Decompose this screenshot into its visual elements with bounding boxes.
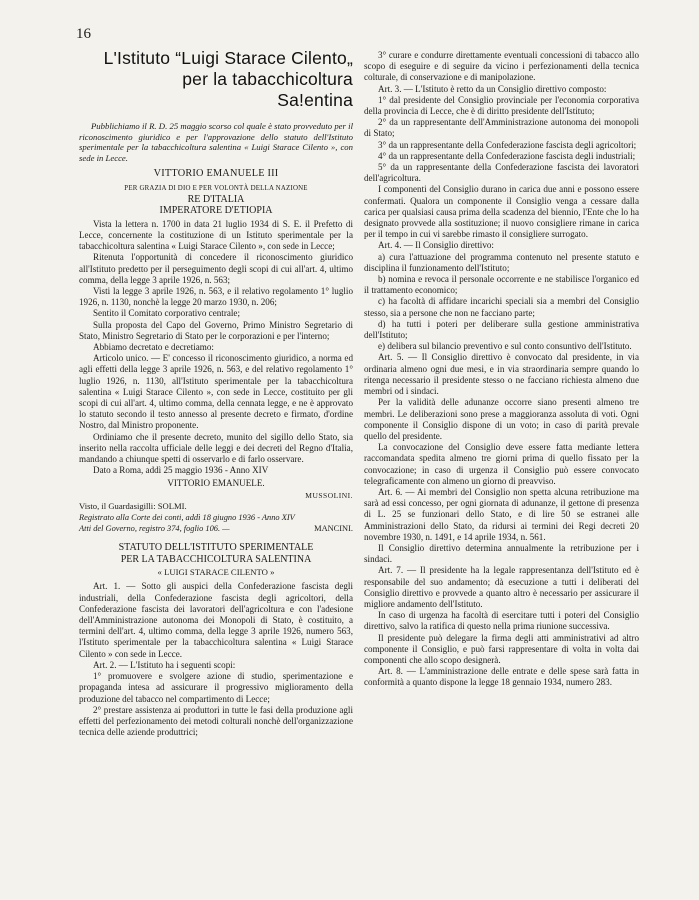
visto-line: Visto, il Guardasigilli: SOLMI.: [79, 500, 187, 511]
intro-note: Pubblichiamo il R. D. 25 maggio scorso col quale è stato provveduto per il riconoscimento giuridico e per l'approvazione dello statuto dell'Istituto sperimentale per la tabacchicoltura salentina « Luigi Starace Cilento », con sede in Lecce.: [79, 121, 353, 163]
title-line-2: per la tabacchicoltura: [182, 69, 353, 89]
statuto-article: 1° promuovere e svolgere azione di studio, sperimentazione e propaganda intesa ad assicurare il progressivo miglioramento della produzione del tabacco nel compartimento di Lecce;: [79, 671, 353, 704]
re-italia-heading: RE D'ITALIA: [187, 193, 245, 205]
statuto-paragraph: Art. 7. — Il presidente ha la legale rappresentanza dell'Istituto ed è responsabile del suo andamento; dà esecuzione a tutti i deliberati del Consiglio direttivo e provvede a quanto altro è necessario per assicurare il migliore andamento dell'Istituto.: [364, 565, 639, 609]
decree-paragraph: Ordiniamo che il presente decreto, munito del sigillo dello Stato, sia inserito nella raccolta ufficiale delle leggi e dei decreti del Regno d'Italia, mandando a chiunque spetti di osservarlo e di farlo osservare.: [79, 431, 353, 465]
statuto-article: Art. 2. — L'Istituto ha i seguenti scopi:: [93, 659, 236, 670]
king-heading: VITTORIO EMANUELE III: [153, 168, 279, 180]
statuto-title-line-1: STATUTO DELL'ISTITUTO SPERIMENTALE: [118, 542, 314, 554]
statuto-paragraph: Art. 4. — Il Consiglio direttivo:: [378, 240, 494, 251]
decree-paragraph: Sentito il Comitato corporativo centrale;: [93, 308, 240, 319]
statuto-article: Art. 1. — Sotto gli auspici della Confederazione fascista degli industriali, della Confederazione fascista degli agricoltori, della Confederazione fascista dei lavoratori dell'agricoltura e con l'adesione dell'Amministrazione autonoma dei Monopoli di Stato, è costituito, a termini dell'art. 4, ultimo comma, della legge 3 aprile 1926, numero 563, l'Istituto sperimentale per la tabacchicoltura salentina « Luigi Starace Cilento » con sede in Lecce.: [79, 581, 353, 659]
page-number: 16: [76, 26, 91, 42]
decree-paragraph: Vista la lettera n. 1700 in data 21 luglio 1934 di S. E. il Prefetto di Lecce, concernente la costituzione di un Istituto sperimentale per la tabacchicoltura salentina « Luigi Starace Cilento », con sede in Lecce;: [79, 218, 353, 252]
statuto-paragraph: Art. 6. — Ai membri del Consiglio non spetta alcuna retribuzione ma sarà ad essi concesso, per ogni giornata di adunanze, il gettone di presenza di L. 25 se funzionari dello Stato, e di lire 50 se estranei alle Amministrazioni dello Stato, da ridursi ai termini dei Regi decreti 20 novembre 1930, n. 1491, e 14 aprile 1934, n. 561.: [364, 486, 639, 542]
decree-paragraph: Abbiamo decretato e decretiamo:: [93, 342, 214, 353]
registrato-line: Registrato alla Corte dei conti, addì 18 giugno 1936 - Anno XIV: [79, 513, 295, 523]
mancini-signature: MANCINI.: [314, 524, 353, 534]
left-column: [79, 48, 353, 738]
decree-paragraph: Articolo unico. — E' concesso il riconoscimento giuridico, a norma ed agli effetti della legge 3 aprile 1926, n. 563, e del relativo regolamento 1° luglio 1926, n. 1130, all'Istituto sperimentale per la tabacchicoltura salentina « Luigi Starace Cilento », con sede in Lecce, costituito per gli scopi di cui all'art. 4, ultimo comma, della cennata legge, e ne è approvato lo statuto secondo il testo annesso al presente decreto e firmato, d'ordine Nostro, dal Ministro proponente.: [79, 353, 353, 431]
statuto-paragraph: 5° da un rappresentante della Confederazione fascista dei lavoratori dell'agricoltura.: [364, 162, 639, 184]
statuto-title-line-2: PER LA TABACCHICOLTURA SALENTINA: [120, 554, 312, 566]
statuto-paragraph: 3° da un rappresentante della Confederazione fascista degli agricoltori;: [378, 139, 637, 150]
statuto-paragraph: Il Consiglio direttivo determina annualmente la retribuzione per i sindaci.: [364, 542, 639, 565]
mussolini-signature: MUSSOLINI.: [305, 490, 353, 500]
statuto-paragraph: e) delibera sul bilancio preventivo e sul conto consuntivo dell'Istituto.: [378, 341, 632, 352]
statuto-title: [79, 542, 353, 578]
statuto-paragraph: In caso di urgenza ha facoltà di esercitare tutti i poteri del Consiglio direttivo, salvo la ratifica di questo nella prima riunione successiva.: [364, 610, 639, 632]
decree-paragraph: Sulla proposta del Capo del Governo, Primo Ministro Segretario di Stato, Ministro Segretario di Stato per le corporazioni e per l'interno;: [79, 319, 353, 341]
statuto-paragraph: 3° curare e condurre direttamente eventuali concessioni di tabacco allo scopo di eseguire e di seguire da vicino i perfezionamenti della tecnica colturale, di conservazione e di manipolazione.: [364, 50, 639, 83]
decree-paragraph: Ritenuta l'opportunità di concedere il riconoscimento giuridico all'Istituto predetto per il perseguimento degli scopi di cui all'art. 4, ultimo comma, della legge 3 aprile 1926, n. 563;: [79, 252, 353, 285]
decree-date: Dato a Roma, addì 25 maggio 1936 - Anno XIV: [93, 465, 269, 476]
statuto-paragraph: b) nomina e revoca il personale occorrente e ne stabilisce l'organico ed il trattamento economico;: [364, 274, 639, 296]
statuto-paragraph: d) ha tutti i poteri per deliberare sulla gestione amministrativa dell'Istituto;: [364, 318, 639, 341]
statuto-paragraph: Per la validità delle adunanze occorre siano presenti almeno tre membri. Le deliberazioni sono prese a maggioranza assoluta di voti. Ogni componente il Consiglio dispone di un voto; in caso di parità prevale quello del presidente.: [364, 397, 639, 441]
right-column: [364, 50, 639, 689]
statuto-article: 2° prestare assistenza ai produttori in tutte le fasi della produzione agli effetti del perfezionamento dei metodi colturali nonchè dell'organizzazione tecnica delle aziende produttrici;: [79, 704, 353, 738]
statuto-paragraph: Art. 3. — L'Istituto è retto da un Consiglio direttivo composto:: [378, 83, 607, 94]
statuto-paragraph: I componenti del Consiglio durano in carica due anni e possono essere confermati. Qualora un componente il Consiglio venga a cessare dalla carica per qualsiasi causa prima della scadenza del biennio, l'Ente che lo ha designato provvede alla sostituzione; il nuovo consigliere rimane in carica per il tempo in cui vi sarebbe rimasto il consigliere surrogato.: [364, 184, 639, 240]
atti-line: Atti del Governo, registro 374, foglio 106. —: [79, 524, 230, 534]
statuto-paragraph: Art. 5. — Il Consiglio direttivo è convocato dal presidente, in via ordinaria almeno ogni due mesi, e in via straordinaria sempre quando lo ritenga necessario il presidente stesso o ne facciano richiesta almeno due membri od i sindaci.: [364, 352, 639, 397]
king-signature: VITTORIO EMANUELE.: [167, 478, 265, 489]
statuto-paragraph: 2° da un rappresentante dell'Amministrazione autonoma dei monopoli di Stato;: [364, 117, 639, 139]
statuto-paragraph: Art. 8. — L'amministrazione delle entrate e delle spese sarà fatta in conformità a quanto dispone la legge 18 gennaio 1934, numero 283.: [364, 666, 639, 688]
grazia-heading: PER GRAZIA DI DIO E PER VOLONTÀ DELLA NAZIONE: [124, 184, 308, 192]
statuto-paragraph: a) cura l'attuazione del programma contenuto nel presente statuto e disciplina il funzionamento dell'Istituto;: [364, 251, 639, 273]
statuto-paragraph: c) ha facoltà di affidare incarichi speciali sia a membri del Consiglio stesso, sia a persone che non ne facciano parte;: [364, 296, 639, 318]
imperatore-heading: IMPERATORE D'ETIOPIA: [159, 204, 273, 216]
title-line-3: Sa!entina: [277, 90, 353, 110]
decree-paragraph: Visti la legge 3 aprile 1926, n. 563, e il relativo regolamento 1° luglio 1926, n. 1130, nonchè la legge 20 marzo 1930, n. 206;: [79, 286, 353, 308]
title-line-1: L'Istituto “Luigi Starace Cilento„: [103, 48, 353, 68]
article-title: [79, 48, 353, 111]
statuto-title-line-3: « LUIGI STARACE CILENTO »: [157, 567, 275, 578]
statuto-paragraph: Il presidente può delegare la firma degli atti amministrativi ad altro componente il Consiglio, e può farsi rappresentare di volta in volta dai componenti che allo scopo designerà.: [364, 632, 639, 665]
statuto-paragraph: La convocazione del Consiglio deve essere fatta mediante lettera raccomandata spedita almeno tre giorni prima di quello fissato per la convocazione; in caso di urgenza il Consiglio può essere convocato telegraficamente con almeno un giorno di preavviso.: [364, 442, 639, 486]
statuto-paragraph: 4° da un rappresentante della Confederazione fascista degli industriali;: [378, 150, 636, 161]
statuto-paragraph: 1° dal presidente del Consiglio provinciale per l'economia corporativa della provincia di Lecce, che è di diritto presidente dell'Istituto;: [364, 94, 639, 117]
